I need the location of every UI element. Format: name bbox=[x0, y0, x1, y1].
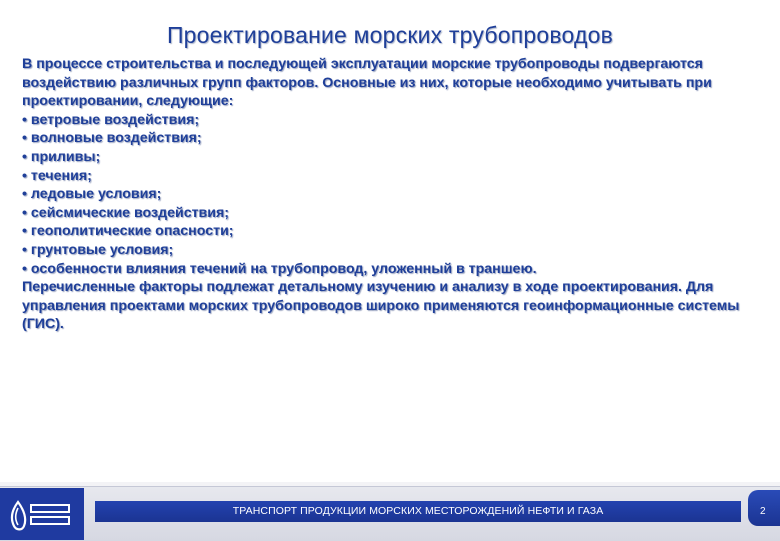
list-item: • ледовые условия; bbox=[22, 185, 762, 204]
footer-caption: ТРАНСПОРТ ПРОДУКЦИИ МОРСКИХ МЕСТОРОЖДЕНИЙ НЕФТИ И ГАЗА bbox=[232, 505, 604, 517]
intro-paragraph: В процессе строительства и последующей эксплуатации морские трубопроводы подвергаются воздействию различных групп факторов. Основные из них, которые необходимо учитывать при проектировании, следующие: bbox=[22, 56, 712, 110]
conclusion-paragraph: Перечисленные факторы подлежат детальному изучению и анализу в ходе проектирования. Для управления проектами морских трубопроводов широко применяются геоинформационные системы (ГИС). bbox=[22, 279, 740, 333]
slide-content bbox=[22, 55, 762, 334]
list-item: • приливы; bbox=[22, 148, 762, 167]
gazprom-logo-icon bbox=[0, 488, 84, 540]
page-number: 2 bbox=[760, 506, 766, 517]
list-item: • грунтовые условия; bbox=[22, 241, 762, 260]
list-item: • сейсмические воздействия; bbox=[22, 204, 762, 223]
list-item: • геополитические опасности; bbox=[22, 222, 762, 241]
factors-list bbox=[22, 111, 762, 278]
slide-title: Проектирование морских трубопроводов bbox=[166, 22, 614, 48]
list-item: • волновые воздействия; bbox=[22, 129, 762, 148]
list-item: • особенности влияния течений на трубопровод, уложенный в траншею. bbox=[22, 260, 762, 279]
list-item: • течения; bbox=[22, 167, 762, 186]
list-item: • ветровые воздействия; bbox=[22, 111, 762, 130]
